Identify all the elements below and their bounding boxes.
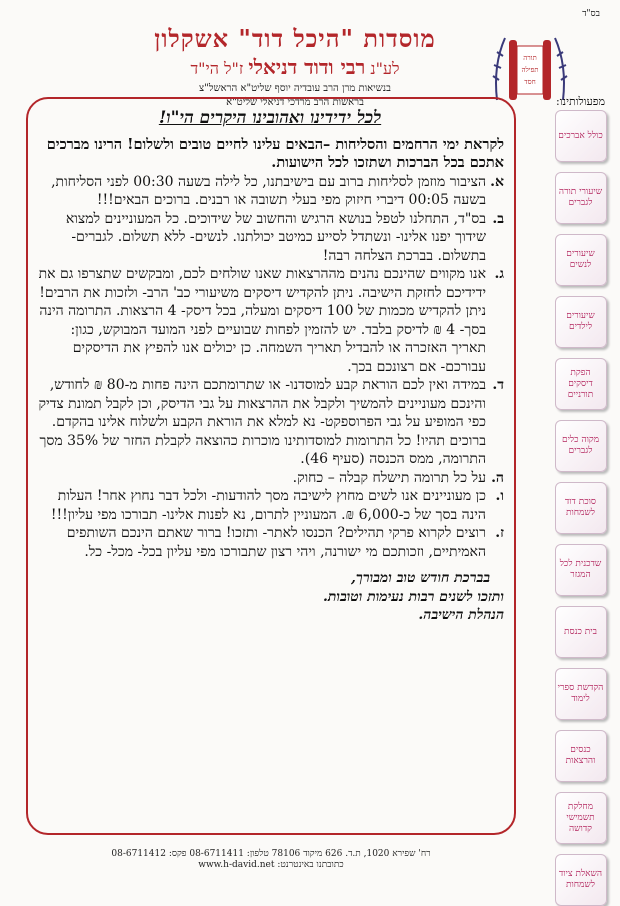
- list-item: [36, 173, 504, 210]
- sidebar-item-matchmaker[interactable]: שדכנית לכל המגזר: [555, 544, 607, 596]
- letter-intro: לקראת ימי הרחמים והסליחות –הבאים עלינו לחיים טובים ולשלום! הרינו מברכים אתכם בכל הברכות ושתזכו לכל הישועות.: [46, 135, 504, 171]
- org-title: מוסדות "היכל דוד" אשקלון: [154, 24, 436, 53]
- item-text: רוצים לקרוא פרקי תהילים? הכנסו לאתר- ותזכו! ברור שאתם הינכם השותפים האמיתיים, וזכותכם מי ישורנה, ויהי רצון שתבורכו מפי עליון בכל- מכל- כל.: [66, 525, 486, 560]
- activities-sidebar: [548, 95, 613, 890]
- closing-line-1: בברכת חודש טוב ומבורך,: [350, 570, 490, 586]
- item-label: ה.: [491, 469, 504, 486]
- item-label: ז.: [495, 525, 504, 541]
- sidebar-item-judaica[interactable]: מחלקת תשמישי קדושה: [555, 792, 607, 844]
- header: [45, 25, 545, 108]
- item-text: הציבור מוזמן לסליחות ברוב עם בישיבתנו, כל לילה בשעה 00:30 לפני הסליחות, בשעה 00:05 דיברי חיזוק מפי בעלי תשובה או רבנים. ברוכים הבאים!!!: [51, 173, 486, 208]
- sidebar-title: מפעולותינו:: [556, 95, 605, 108]
- closing: [36, 569, 504, 625]
- item-text: כן מעוניינים אנו לשים מחוץ לישיבה מסך להודעות- ולכל דבר נחוץ אחר! העלות הינה בסך של כ-6,000 ₪. המעוניין לתרום, נא לפנות אלינו- תבורכו מפי עליון!!!: [50, 488, 486, 523]
- dedication: [45, 55, 545, 80]
- top-tag: בס"ד: [582, 9, 600, 19]
- item-label: ג.: [494, 266, 504, 282]
- sidebar-item-sukkah[interactable]: סוכת דוד לשמחות: [555, 482, 607, 534]
- item-text: בס"ד, התחלנו לטפל בנושא הרגיש והחשוב של שידוכים. כל המעוניינים למצוא שידוך יפנו אלינו- ונשתדל לסייע כמיטב יכולתנו. לנשים- ללא תשלום. לגברים- בתשלום. בברכת הצלחה רבה!: [65, 210, 486, 264]
- sidebar-item-conferences[interactable]: כנסים והרצאות: [555, 730, 607, 782]
- header-line-2: בראשות הרב מרדכי דניאלי שליט"א: [226, 97, 364, 108]
- item-label: ו.: [495, 488, 504, 504]
- footer: [26, 848, 516, 870]
- sidebar-item-discs[interactable]: הפקת דיסקים תורניים: [555, 358, 607, 410]
- sidebar-item-equipment[interactable]: השאלת ציוד לשמחות: [555, 854, 607, 906]
- dedication-prefix: לע"נ: [370, 59, 400, 78]
- item-text: במידה ואין לכם הוראת קבע למוסדנו- או שתרומתכם הינה פחות מ-80 ₪ לחודש, והינכם מעוניינים להמשיך ולקבל את ההרצאות על גבי הדיסק, וכן לקבל תמונת צדיק כפי המופיע על גבי הפרוספקט- נא למלא את הוראת הקבע ולשלוח אלינו בהקדם. ברוכים תהיו! כל התרומות למוסדותינו מוכרות כהוצאה לקבלת החזר של 35% מסך התרומה, ממס הכנסה (סעיף 46).: [38, 377, 486, 467]
- list-item: [36, 469, 504, 488]
- sidebar-item-synagogue[interactable]: בית כנסת: [555, 606, 607, 658]
- header-line-1: בנשיאות מרן הרב עובדיה יוסף שליט"א הראשל"צ: [199, 83, 391, 94]
- dedication-names: רבי ודוד דניאלי: [248, 55, 366, 79]
- letter-heading: לכל ידידינו ואהובינו היקרים הי"ו!: [158, 108, 382, 128]
- letter-frame: [26, 97, 516, 835]
- sidebar-item-men-lessons[interactable]: שיעורי תורה לגברים: [555, 172, 607, 224]
- logo-word-3: חסד: [524, 78, 536, 86]
- sidebar-item-women-lessons[interactable]: שיעורים לנשים: [555, 234, 607, 286]
- item-text: על כל תרומה תישלח קבלה – כחוק.: [292, 469, 486, 486]
- item-label: א.: [490, 173, 504, 190]
- list-item: [36, 487, 504, 524]
- footer-address: רח' שפירא 1020, ת.ד. 626 מיקוד 78106 טלפון: 08-6711411 פקס: 08-6711412: [111, 849, 431, 859]
- sidebar-item-kollel[interactable]: כולל אברכים: [555, 110, 607, 162]
- footer-url[interactable]: www.h-david.net :כתובתנו באינטרנט: [198, 860, 344, 870]
- closing-signature: הנהלת הישיבה.: [418, 607, 504, 623]
- item-text: אנו מקווים שהינכם נהנים מההרצאות שאנו שולחים לכם, ומבקשים שתצרפו גם את ידידיכם לחזקת הישיבה. ניתן להקדיש דיסקים משיעורי כב' הרב- ולזכות את הרבים! ניתן להקדיש מכמות של 100 דיסקים ומעלה, בכל דיסק- 4 הרצאות. התרומה הינה בסך- 4 ₪ לדיסק בלבד. יש להזמין לפחות שבועיים לפני המועד המבוקש, כגון: תאריך האזכרה או להבדיל תאריך השמחה. כן יכולים אנו להפיץ את הדיסקים עבורכם- אם רצונכם בכך.: [38, 266, 486, 375]
- list-item: [36, 376, 504, 469]
- sidebar-item-books[interactable]: הקדשת ספרי לימוד: [555, 668, 607, 720]
- logo-word-1: תורה: [523, 54, 537, 62]
- logo-word-2: תפילה: [521, 66, 539, 74]
- list-item: [36, 265, 504, 376]
- list-item: [36, 524, 504, 561]
- list-item: [36, 210, 504, 266]
- item-label: ד.: [492, 377, 504, 393]
- dedication-suffix: ז"ל הי"ד: [190, 59, 244, 78]
- item-label: ב.: [492, 210, 504, 227]
- sidebar-item-children-lessons[interactable]: שיעורים לילדים: [555, 296, 607, 348]
- closing-line-2: ותזכו לשנים רבות נעימות וטובות.: [322, 588, 504, 605]
- sidebar-item-mikveh[interactable]: מקוה כלים לגברים: [555, 420, 607, 472]
